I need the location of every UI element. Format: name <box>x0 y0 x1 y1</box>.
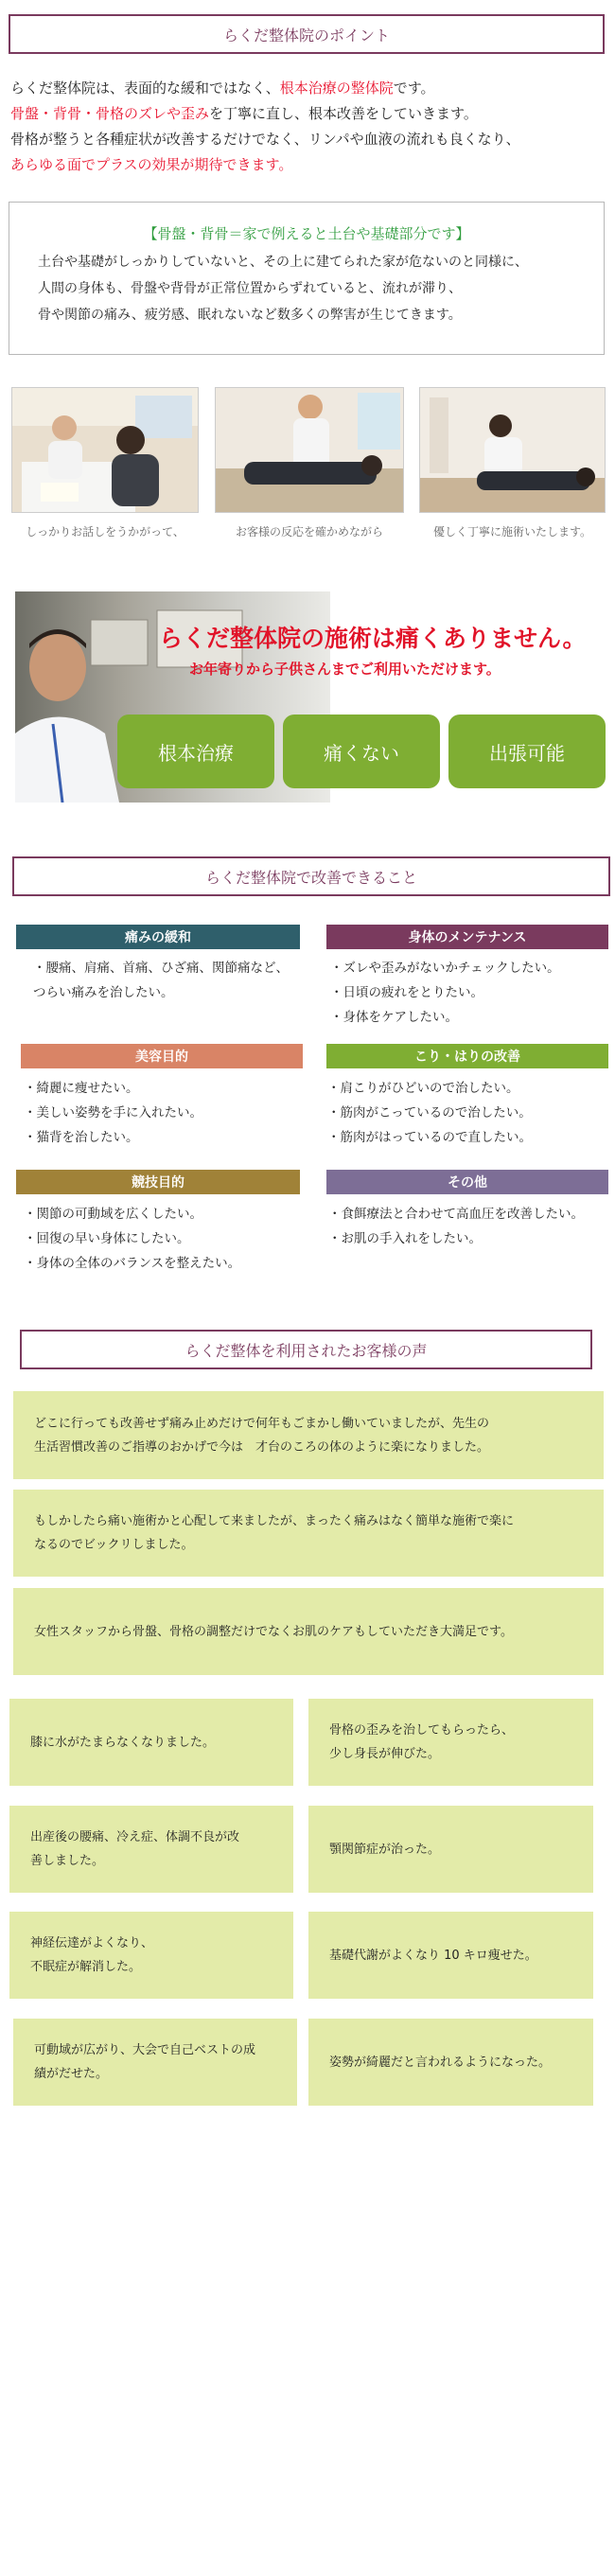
list-item: ・ 筋肉がこっているので治したい。 <box>327 1101 606 1125</box>
testimonial: どこに行っても改善せず痛み止めだけで何年もごまかし働いていましたが、先生の 生活習慣改善のご指導のおかげで今は 才台のころの体のように楽になりました。 <box>13 1391 604 1479</box>
category-list-other <box>328 1202 612 1251</box>
category-list-maintenance <box>330 956 609 1030</box>
list-item: ・ 猫背を治したい。 <box>24 1125 298 1150</box>
banner-subline: お年寄りから子供さんまでご利用いただけます。 <box>189 661 501 678</box>
testimonial: 女性スタッフから骨盤、骨格の調整だけでなくお肌のケアもしていただき大満足です。 <box>13 1588 604 1675</box>
testimonial: 顎関節症が治った。 <box>308 1806 593 1893</box>
list-item: ・ 綺麗に痩せたい。 <box>24 1076 298 1101</box>
list-item: ・ ズレや歪みがないかチェックしたい。 <box>330 956 609 980</box>
category-list-stiffness <box>327 1076 606 1150</box>
pill-visit-service: 出張可能 <box>448 715 606 788</box>
pill-painless: 痛くない <box>283 715 440 788</box>
intro-line-4: あらゆる面でプラスの効果が期待できます。 <box>10 156 293 173</box>
testimonial: 姿勢が綺麗だと言われるようになった。 <box>308 2019 593 2106</box>
list-item: ・ 回復の早い身体にしたい。 <box>24 1226 298 1251</box>
testimonial: 神経伝達がよくなり、 不眠症が解消した。 <box>9 1912 293 1999</box>
foundation-line: 骨や関節の痛み、疲労感、眠れないなど数多くの弊害が生じてきます。 <box>38 308 462 323</box>
testimonial: 膝に水がたまらなくなりました。 <box>9 1699 293 1786</box>
list-item: ・ 身体をケアしたい。 <box>330 1005 609 1030</box>
improve-title <box>12 856 610 896</box>
category-header-beauty: 美容目的 <box>21 1044 303 1068</box>
list-item: ・ 筋肉がはっているので直したい。 <box>327 1125 606 1150</box>
intro-line-1: らくだ整体院は、表面的な緩和ではなく、根本治療の整体院です。 <box>10 79 435 97</box>
voices-title <box>20 1330 592 1369</box>
testimonial: 出産後の腰痛、冷え症、体調不良が改 善しました。 <box>9 1806 293 1893</box>
highlight-distortion: 骨盤・背骨・骨格のズレや歪み <box>10 105 210 122</box>
list-item: ・ 腰痛、肩痛、首痛、ひざ痛、関節痛など、つらい痛みを治したい。 <box>33 956 298 1005</box>
category-list-pain <box>33 956 298 1005</box>
intro-line-3: 骨格が整うと各種症状が改善するだけでなく、リンパや血液の流れも良くなり、 <box>10 131 520 148</box>
foundation-heading: 【骨盤・背骨＝家で例えると土台や基礎部分です】 <box>143 225 470 242</box>
list-item: ・ 日頃の疲れをとりたい。 <box>330 980 609 1005</box>
photo-caption: 優しく丁寧に施術いたします。 <box>432 525 592 538</box>
foundation-line: 人間の身体も、骨盤や背骨が正常位置からずれていると、流れが滞り、 <box>38 281 462 296</box>
foundation-body <box>38 249 575 328</box>
foundation-info-box <box>9 202 605 355</box>
list-item: ・ 関節の可動域を広くしたい。 <box>24 1202 298 1226</box>
photo-checking <box>215 387 404 513</box>
points-title <box>9 14 605 54</box>
testimonial: 可動域が広がり、大会で自己ベストの成 績がだせた。 <box>13 2019 297 2106</box>
highlight-root-treatment: 根本治療の整体院 <box>279 79 394 97</box>
category-list-beauty <box>24 1076 298 1150</box>
foundation-line: 土台や基礎がしっかりしていないと、その上に建てられた家が危ないのと同様に、 <box>38 255 528 270</box>
list-item: ・ 身体の全体のバランスを整えたい。 <box>24 1251 298 1276</box>
intro-line-2: 骨盤・背骨・骨格のズレや歪みを丁寧に直し、根本改善をしていきます。 <box>10 105 478 122</box>
photo-treatment <box>419 387 606 513</box>
category-header-sports: 競技目的 <box>16 1170 300 1194</box>
category-header-pain: 痛みの緩和 <box>16 925 300 949</box>
category-header-stiffness: こり・はりの改善 <box>326 1044 608 1068</box>
testimonial: もしかしたら痛い施術かと心配して来ましたが、まったく痛みはなく簡単な施術で楽に なるのでビックリしました。 <box>13 1490 604 1577</box>
photo-caption: しっかりお話しをうかがって、 <box>26 525 184 538</box>
list-item: ・ お肌の手入れをしたい。 <box>328 1226 612 1251</box>
photo-caption: お客様の反応を確かめながら <box>235 525 383 538</box>
voices-title-text: らくだ整体を利用されたお客様の声 <box>184 1341 428 1360</box>
testimonial: 基礎代謝がよくなり 10 キロ痩せた。 <box>308 1912 593 1999</box>
testimonial: 骨格の歪みを治してもらったら、 少し身長が伸びた。 <box>308 1699 593 1786</box>
photo-consultation <box>11 387 199 513</box>
banner-headline: らくだ整体院の施術は痛くありません。 <box>159 625 587 652</box>
category-header-other: その他 <box>326 1170 608 1194</box>
list-item: ・ 食餌療法と合わせて高血圧を改善したい。 <box>328 1202 612 1226</box>
category-list-sports <box>24 1202 298 1276</box>
list-item: ・ 美しい姿勢を手に入れたい。 <box>24 1101 298 1125</box>
points-intro <box>10 76 597 178</box>
list-item: ・ 肩こりがひどいので治したい。 <box>327 1076 606 1101</box>
pill-root-treatment: 根本治療 <box>117 715 274 788</box>
category-header-maintenance: 身体のメンテナンス <box>326 925 608 949</box>
improve-title-text: らくだ整体院で改善できること <box>204 868 417 887</box>
points-title-text: らくだ整体院のポイント <box>222 26 390 44</box>
